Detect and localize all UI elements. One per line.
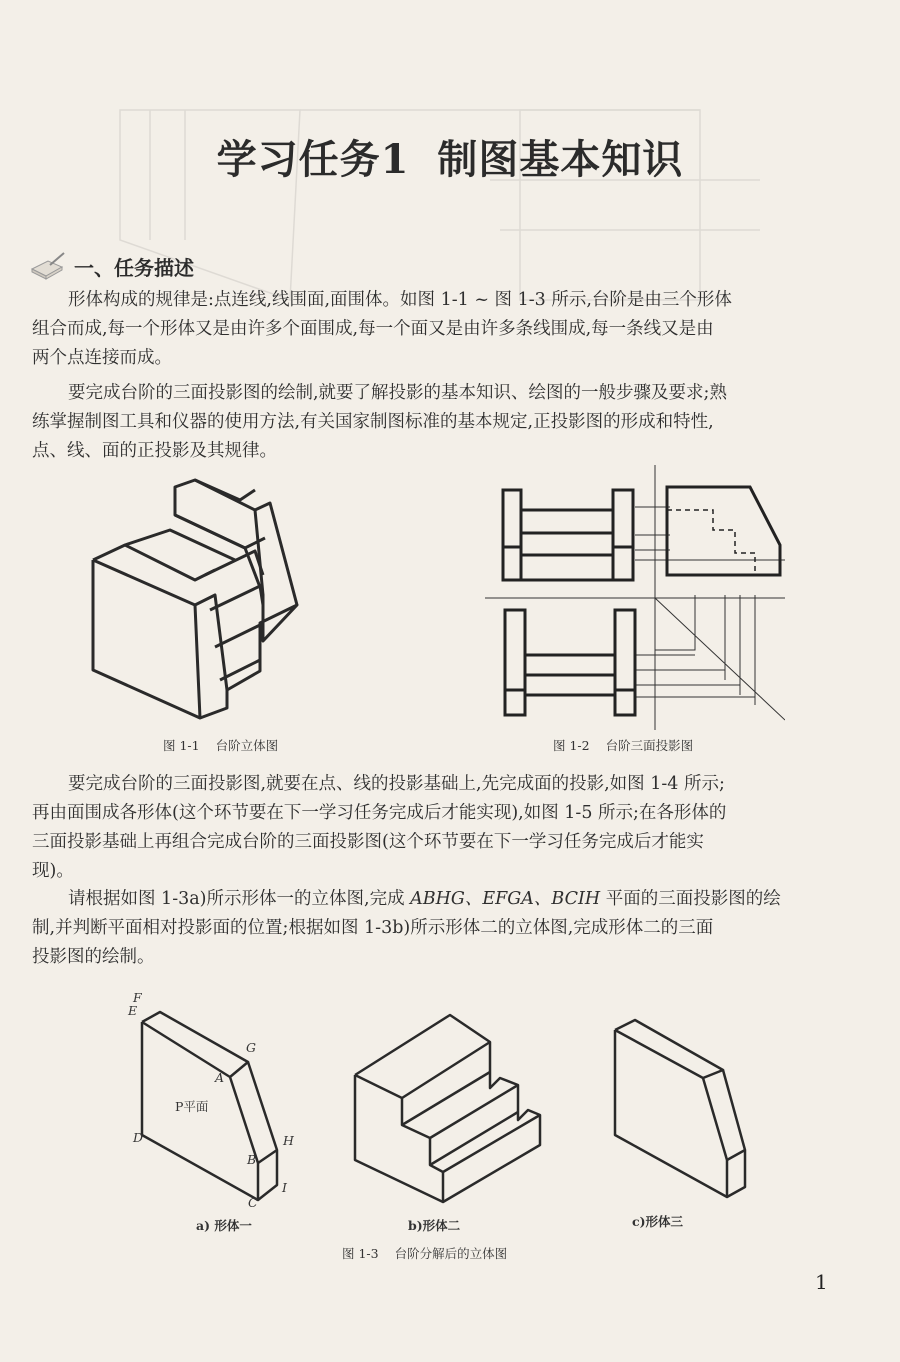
figure-1-1-caption bbox=[163, 736, 278, 754]
pen-and-book-icon bbox=[28, 251, 68, 281]
text-line: 制,并判断平面相对投影面的位置;根据如图 1-3b)所示形体二的立体图,完成形体二的三面 bbox=[32, 918, 714, 938]
subfigure-a-caption: a) 形体一 bbox=[196, 1218, 252, 1233]
paragraph-3 bbox=[32, 770, 832, 886]
figure-1-1-stairs-isometric bbox=[85, 475, 315, 725]
point-label-g: G bbox=[246, 1040, 256, 1055]
point-label-a: A bbox=[215, 1070, 225, 1085]
text-line: 两个点连接而成。 bbox=[32, 348, 172, 368]
text-line: 练掌握制图工具和仪器的使用方法,有关国家制图标准的基本规定,正投影图的形成和特性, bbox=[32, 412, 714, 432]
figure-label: 图 1-3 bbox=[342, 1246, 379, 1261]
page-number: 1 bbox=[815, 1270, 828, 1294]
point-label-f: F bbox=[133, 990, 142, 1005]
text-line: 再由面围成各形体(这个环节要在下一学习任务完成后才能实现),如图 1-5 所示;在各形体的 bbox=[32, 803, 727, 823]
text-line: 点、线、面的正投影及其规律。 bbox=[32, 441, 277, 461]
figure-1-2-caption bbox=[553, 736, 693, 754]
text-line: 形体构成的规律是:点连线,线围面,面围体。如图 1-1 ~ 图 1-3 所示,台阶是由三个形体 bbox=[68, 290, 732, 310]
text-line: 现)。 bbox=[32, 861, 74, 881]
text-line: 要完成台阶的三面投影图,就要在点、线的投影基础上,先完成面的投影,如图 1-4 所示; bbox=[68, 774, 725, 794]
point-label-d: D bbox=[133, 1130, 144, 1145]
point-label-b: B bbox=[247, 1152, 257, 1167]
page-title bbox=[0, 128, 900, 185]
subfigure-c-caption: c)形体三 bbox=[632, 1214, 684, 1229]
point-label-h: H bbox=[283, 1133, 294, 1148]
point-label-c: C bbox=[248, 1195, 258, 1210]
text-segment: 请根据如图 1-3a)所示形体一的立体图,完成 bbox=[68, 889, 411, 909]
figure-1-3-caption bbox=[342, 1244, 507, 1262]
paragraph-4 bbox=[32, 885, 832, 972]
plane-p-label: P平面 bbox=[175, 1099, 209, 1114]
point-label-e: E bbox=[128, 1003, 138, 1018]
text-line: 三面投影基础上再组合完成台阶的三面投影图(这个环节要在下一学习任务完成后才能实 bbox=[32, 832, 704, 852]
task-name: 制图基本知识 bbox=[437, 136, 684, 183]
point-label-i: I bbox=[282, 1180, 287, 1195]
figure-1-2-three-view-projection bbox=[485, 465, 785, 730]
text-line: 组合而成,每一个形体又是由许多个面围成,每一个面又是由许多条线围成,每一条线又是由 bbox=[32, 319, 714, 339]
text-line bbox=[32, 885, 832, 914]
paragraph-2 bbox=[32, 379, 832, 466]
figure-caption-text: 台阶立体图 bbox=[215, 738, 279, 753]
text-line: 要完成台阶的三面投影图的绘制,就要了解投影的基本知识、绘图的一般步骤及要求;熟 bbox=[68, 383, 727, 403]
plane-names: ABHG、EFGA、BCIH bbox=[410, 889, 601, 909]
figure-1-3c-shape-three bbox=[605, 1015, 755, 1200]
figure-1-3a-shape-one bbox=[120, 985, 300, 1215]
task-number: 学习任务1 bbox=[216, 136, 410, 183]
figure-1-3b-shape-two bbox=[350, 1010, 560, 1210]
subfigure-b-caption: b)形体二 bbox=[408, 1218, 461, 1233]
paragraph-1 bbox=[32, 286, 832, 373]
figure-label: 图 1-2 bbox=[553, 738, 590, 753]
text-line: 投影图的绘制。 bbox=[32, 947, 155, 967]
figure-label: 图 1-1 bbox=[163, 738, 200, 753]
figure-caption-text: 台阶三面投影图 bbox=[605, 738, 694, 753]
section-heading-text: 一、任务描述 bbox=[74, 255, 194, 280]
text-segment: 平面的三面投影图的绘 bbox=[600, 889, 781, 909]
section-heading bbox=[28, 248, 194, 284]
figure-caption-text: 台阶分解后的立体图 bbox=[394, 1246, 508, 1261]
